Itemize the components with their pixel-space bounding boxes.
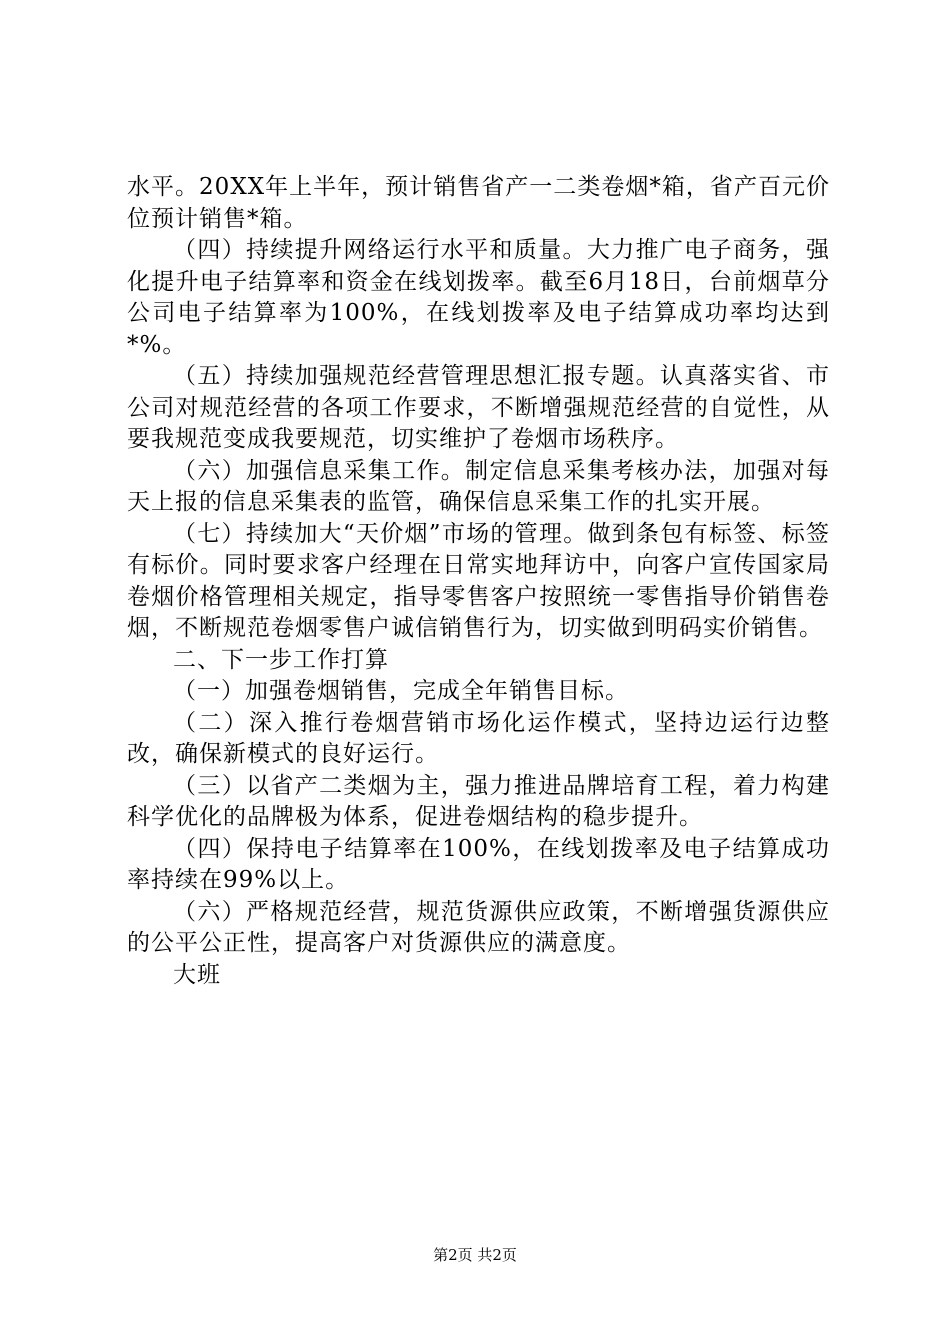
paragraph-sales-level: 水平。20XX年上半年，预计销售省产一二类卷烟*箱，省产百元价位预计销售*箱。	[127, 174, 830, 232]
page-number-footer: 第2页 共2页	[433, 1246, 517, 1264]
paragraph-plan-1: （一）加强卷烟销售，完成全年销售目标。	[173, 678, 629, 704]
paragraph-network-operation: （四）持续提升网络运行水平和质量。大力推广电子商务，强化提升电子结算率和资金在线划拨率。截至6月18日，台前烟草分公司电子结算率为100%，在线划拨率及电子结算成功率均达到*%。	[127, 237, 830, 358]
paragraph-standard-management: （五）持续加强规范经营管理思想汇报专题。认真落实省、市公司对规范经营的各项工作要求，不断增强规范经营的自觉性，从要我规范变成我要规范，切实维护了卷烟市场秩序。	[127, 363, 830, 452]
paragraph-price-management: （七）持续加大“天价烟”市场的管理。做到条包有标签、标签有标价。同时要求客户经理在日常实地拜访中，向客户宣传国家局卷烟价格管理相关规定，指导零售客户按照统一零售指导价销售卷烟，不断规范卷烟零售户诚信销售行为，切实做到明码实价销售。	[127, 520, 830, 641]
paragraph-plan-4: （四）保持电子结算率在100%，在线划拨率及电子结算成功率持续在99%以上。	[127, 835, 830, 893]
paragraph-plan-6: （六）严格规范经营，规范货源供应政策，不断增强货源供应的公平公正性，提高客户对货源供应的满意度。	[127, 898, 830, 956]
paragraph-information-collection: （六）加强信息采集工作。制定信息采集考核办法，加强对每天上报的信息采集表的监管，确保信息采集工作的扎实开展。	[127, 457, 830, 515]
section-heading-next-steps: 二、下一步工作打算	[173, 646, 389, 673]
paragraph-plan-3: （三）以省产二类烟为主，强力推进品牌培育工程，着力构建科学优化的品牌极为体系，促进卷烟结构的稳步提升。	[127, 772, 830, 830]
paragraph-trailing-text: 大班	[173, 961, 221, 988]
document-body	[127, 172, 830, 991]
paragraph-plan-2: （二）深入推行卷烟营销市场化运作模式，坚持边运行边整改，确保新模式的良好运行。	[127, 709, 830, 767]
